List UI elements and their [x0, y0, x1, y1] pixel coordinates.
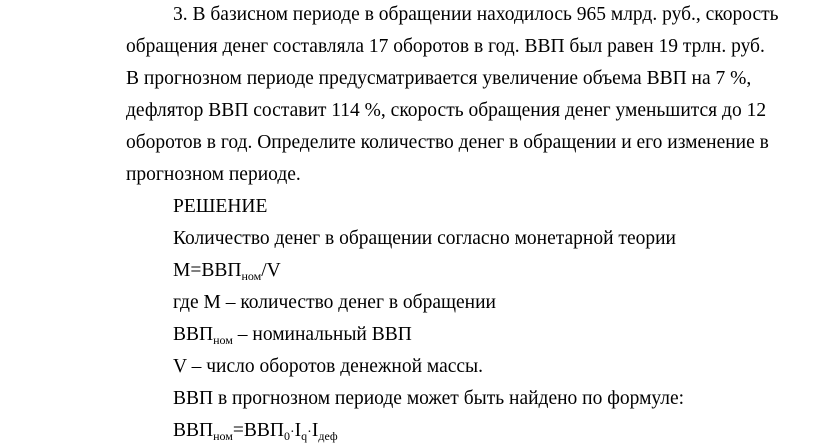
- f2-idef: I: [311, 420, 319, 441]
- solution-heading: РЕШЕНИЕ: [173, 196, 268, 217]
- f2-subscript-q: q: [301, 429, 308, 443]
- problem-line-2: обращения денег составляла 17 оборотов в год. ВВП был равен 19 трлн. руб.: [126, 36, 765, 57]
- formula-gdp-forecast: [173, 419, 338, 445]
- definition-gdp-nominal: [173, 323, 412, 347]
- solution-intro: Количество денег в обращении согласно монетарной теории: [173, 228, 676, 249]
- formula-rhs: /V: [261, 260, 281, 281]
- problem-line-3: В прогнозном периоде предусматривается увеличение объема ВВП на 7 %,: [126, 68, 752, 89]
- formula-subscript-nom: ном: [241, 269, 262, 283]
- f2-gdp-symbol: ВВП: [173, 420, 214, 441]
- problem-line-4: дефлятор ВВП составит 114 %, скорость обращения денег уменьшится до 12: [126, 100, 767, 121]
- formula-money-supply: [173, 259, 281, 283]
- f2-dot-2: ·: [307, 425, 312, 440]
- gdp-subscript-nom: ном: [213, 333, 233, 347]
- f2-iq: I: [294, 420, 302, 441]
- problem-line-6: прогнозном периоде.: [126, 164, 301, 185]
- gdp-symbol: ВВП: [173, 324, 214, 345]
- f2-subscript-nom: ном: [213, 429, 233, 443]
- f2-eq: =ВВП: [232, 420, 284, 441]
- gdp-forecast-text: ВВП в прогнозном периоде может быть найдено по формуле:: [173, 388, 685, 409]
- definition-v: V – число оборотов денежной массы.: [173, 356, 484, 377]
- problem-line-5: оборотов в год. Определите количество денег в обращении и его изменение в: [126, 132, 769, 153]
- f2-dot-1: ·: [290, 425, 295, 440]
- f2-subscript-0: 0: [284, 429, 290, 443]
- gdp-nominal-desc: – номинальный ВВП: [232, 324, 412, 345]
- f2-subscript-def: деф: [318, 429, 338, 443]
- problem-line-1: 3. В базисном периоде в обращении находилось 965 млрд. руб., скорость: [173, 4, 779, 25]
- definition-m: где М – количество денег в обращении: [173, 292, 496, 313]
- formula-lhs: М=ВВП: [173, 260, 242, 281]
